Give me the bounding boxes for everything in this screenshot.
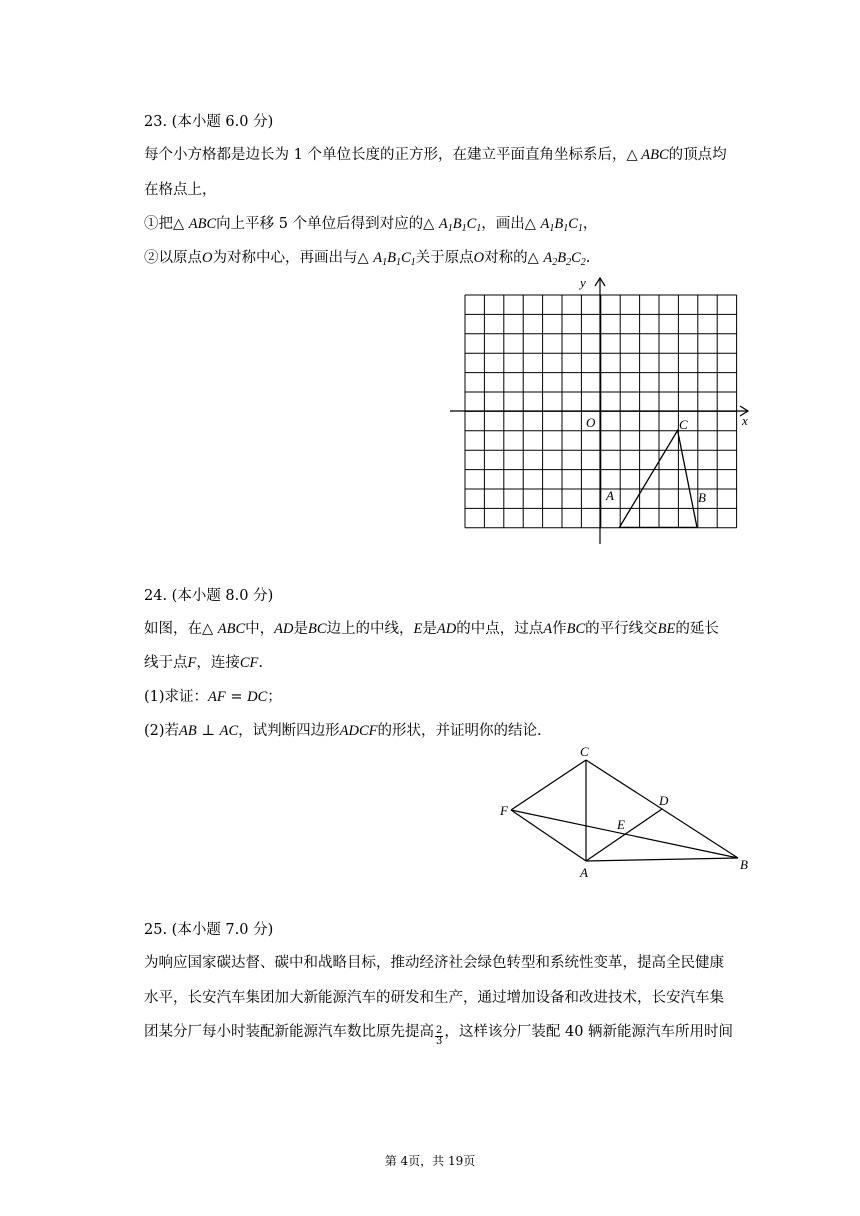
- x-axis-label: x: [742, 413, 748, 428]
- point-c-label: C: [679, 417, 688, 432]
- fig-label-c: C: [580, 744, 589, 759]
- point-a-label: A: [606, 488, 614, 503]
- segment-ab: [586, 858, 738, 861]
- y-axis-label: y: [580, 275, 586, 290]
- fig-label-d: D: [659, 793, 669, 808]
- quadrilateral-figure: [490, 740, 760, 880]
- q23-line3: ①把△ ABC向上平移 5 个单位后得到对应的△ $A_1B_1C_1$，画出△ $A_1B_1C_1$，: [144, 216, 598, 234]
- q24-line2: 线于点F，连接CF.: [144, 655, 263, 671]
- q25-line1: 为响应国家碳达督、碳中和战略目标，推动经济社会绿色转型和系统性变革，提高全民健康: [144, 955, 724, 971]
- point-b-label: B: [698, 490, 706, 505]
- q25-line2: 水平，长安汽车集团加大新能源汽车的研发和生产，通过增加设备和改进技术，长安汽车集: [144, 990, 724, 1006]
- fig-label-b: B: [740, 857, 748, 872]
- triangle-abc: [619, 430, 697, 527]
- page-footer: 第 4页，共 19页: [384, 1154, 476, 1168]
- fraction-two-thirds: $\frac{2}{3}$: [436, 1025, 443, 1047]
- q25-line3: 团某分厂每小时装配新能源汽车数比原先提高 $\frac{2}{3}$ ，这样该分厂装配 40 辆新能源汽车所用时间: [144, 1024, 734, 1047]
- fig-label-f: F: [500, 803, 508, 818]
- q24-line1: 如图，在△ ABC中，AD是BC边上的中线，E是AD的中点，过点A作BC的平行线交BE的延长: [144, 621, 719, 637]
- q24-header: 24. (本小题 8.0 分): [144, 588, 274, 604]
- q23-line4: ②以原点O为对称中心，再画出与△ $A_1B_1C_1$关于原点O对称的△ $A_2B_2C_2$.: [144, 250, 591, 268]
- q23-line1: 每个小方格都是边长为 1 个单位长度的正方形，在建立平面直角坐标系后，△ ABC的顶点均: [144, 147, 727, 163]
- q23-line2: 在格点上，: [144, 182, 217, 198]
- q25-header: 25. (本小题 7.0 分): [144, 922, 274, 938]
- fig-label-a: A: [580, 865, 588, 880]
- q24-part1: (1)求证：AF = DC；: [144, 689, 282, 705]
- fig-label-e: E: [617, 817, 625, 832]
- q23-header: 23. (本小题 6.0 分): [144, 114, 274, 130]
- origin-label: O: [586, 415, 596, 430]
- coordinate-grid-figure: [440, 268, 760, 548]
- q24-part2: (2)若AB ⊥ AC，试判断四边形ADCF的形状，并证明你的结论.: [144, 723, 542, 739]
- segment-fc: [511, 760, 586, 810]
